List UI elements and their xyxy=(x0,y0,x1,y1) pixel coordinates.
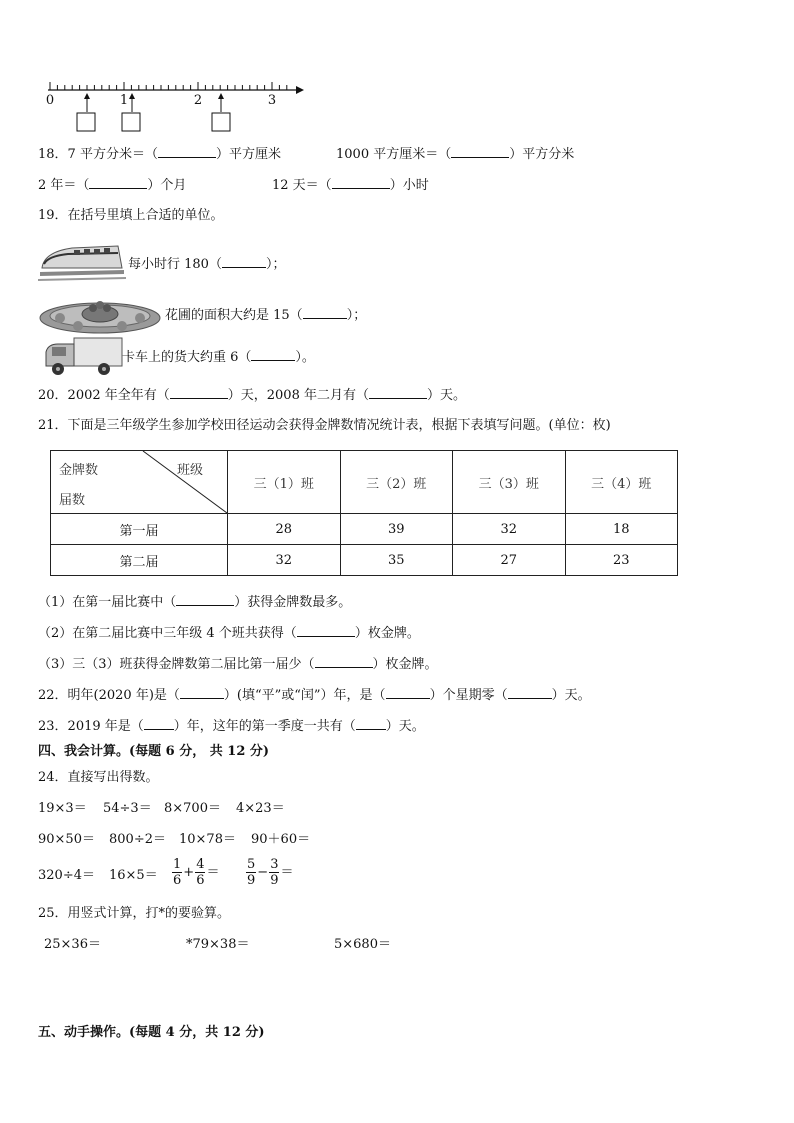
column-header: 三（2）班 xyxy=(340,451,453,514)
q20-line: 20．2002 年全年有（ ）天，2008 年二月有（ ）天。 xyxy=(38,388,466,403)
answer-blank[interactable] xyxy=(297,624,355,637)
table-cell: 18 xyxy=(565,514,678,545)
answer-box[interactable] xyxy=(212,113,230,131)
fraction-expression-2 xyxy=(246,857,294,888)
denominator: 6 xyxy=(173,873,182,888)
calc-item: 320÷4＝ xyxy=(38,868,95,883)
row-label: 第一届 xyxy=(51,514,228,545)
answer-blank[interactable] xyxy=(356,717,386,730)
q21-title: 21．下面是三年级学生参加学校田径运动会获得金牌数情况统计表，根据下表填写问题。(单位：枚) xyxy=(38,418,611,433)
row-label: 第二届 xyxy=(51,545,228,576)
truck-icon xyxy=(42,334,124,378)
answer-blank[interactable] xyxy=(176,593,234,606)
q18-line-4: 12 天＝（ ）小时 xyxy=(272,178,429,193)
denominator: 6 xyxy=(196,873,205,888)
calc-item: 800÷2＝ xyxy=(109,832,166,847)
answer-blank[interactable] xyxy=(180,686,224,699)
answer-blank[interactable] xyxy=(386,686,430,699)
table-cell: 32 xyxy=(453,514,566,545)
section-heading-4: 四、我会计算。(每题 6 分， 共 12 分) xyxy=(38,744,270,759)
operator: + xyxy=(183,865,195,880)
calc-item: 4×23＝ xyxy=(236,801,285,816)
train-icon xyxy=(38,238,126,288)
fraction-expression-1 xyxy=(172,857,220,888)
section-heading-5: 五、动手操作。(每题 4 分，共 12 分) xyxy=(38,1025,265,1040)
tick-label-2: 2 xyxy=(193,93,203,108)
arrow-up-icon xyxy=(218,93,224,112)
q24-title: 24．直接写出得数。 xyxy=(38,770,159,785)
q19-garden: 花圃的面积大约是 15（ ）； xyxy=(165,308,367,323)
arrow-up-icon xyxy=(84,93,90,112)
vertical-calc-item: *79×38＝ xyxy=(186,937,250,952)
answer-blank[interactable] xyxy=(315,655,373,668)
q19-truck: 卡车上的货大约重 6（ ）。 xyxy=(122,350,315,365)
denominator: 9 xyxy=(270,873,279,888)
equals: ＝ xyxy=(280,865,294,880)
q21-sub1: （1）在第一届比赛中（ ）获得金牌数最多。 xyxy=(38,595,352,610)
q19-title: 19．在括号里填上合适的单位。 xyxy=(38,208,224,223)
calc-item: 19×3＝ xyxy=(38,801,87,816)
corner-label-medals: 金牌数 xyxy=(59,463,99,478)
tick-label-1: 1 xyxy=(119,93,129,108)
answer-blank[interactable] xyxy=(89,176,147,189)
answer-box[interactable] xyxy=(122,113,140,131)
denominator: 9 xyxy=(247,873,256,888)
table-row xyxy=(51,514,678,545)
answer-blank[interactable] xyxy=(508,686,552,699)
column-header: 三（1）班 xyxy=(228,451,341,514)
numerator: 4 xyxy=(196,857,205,872)
answer-box[interactable] xyxy=(77,113,95,131)
column-header: 三（3）班 xyxy=(453,451,566,514)
q19-train: 每小时行 180（ ）； xyxy=(128,257,286,272)
answer-blank[interactable] xyxy=(303,306,347,319)
table-cell: 35 xyxy=(340,545,453,576)
numerator: 1 xyxy=(173,857,182,872)
answer-blank[interactable] xyxy=(332,176,390,189)
table-cell: 28 xyxy=(228,514,341,545)
numerator: 5 xyxy=(247,857,256,872)
q18-line-3: 2 年＝（ ）个月 xyxy=(38,178,187,193)
corner-label-session: 届数 xyxy=(59,493,86,508)
operator: − xyxy=(257,865,269,880)
q23-line: 23．2019 年是（ ）年，这年的第一季度一共有（ ）天。 xyxy=(38,719,425,734)
calc-item: 90＋60＝ xyxy=(251,832,311,847)
calc-item: 8×700＝ xyxy=(164,801,221,816)
answer-blank[interactable] xyxy=(158,145,216,158)
answer-blank[interactable] xyxy=(170,386,228,399)
table-cell: 27 xyxy=(453,545,566,576)
table-row xyxy=(51,545,678,576)
corner-label-class: 班级 xyxy=(177,463,204,478)
calc-item: 10×78＝ xyxy=(179,832,236,847)
tick-label-3: 3 xyxy=(267,93,277,108)
column-header: 三（4）班 xyxy=(565,451,678,514)
tick-label-0: 0 xyxy=(45,93,55,108)
q18-line-2: 1000 平方厘米＝（ ）平方分米 xyxy=(336,147,575,162)
number-line xyxy=(40,80,310,138)
answer-blank[interactable] xyxy=(222,255,266,268)
answer-blank[interactable] xyxy=(451,145,509,158)
table-cell: 32 xyxy=(228,545,341,576)
equals: ＝ xyxy=(206,865,220,880)
q21-sub3: （3）三（3）班获得金牌数第二届比第一届少（ ）枚金牌。 xyxy=(38,657,438,672)
table-cell: 39 xyxy=(340,514,453,545)
q25-title: 25．用竖式计算，打*的要验算。 xyxy=(38,906,231,921)
vertical-calc-item: 5×680＝ xyxy=(334,937,391,952)
q21-sub2: （2）在第二届比赛中三年级 4 个班共获得（ ）枚金牌。 xyxy=(38,626,420,641)
vertical-calc-item: 25×36＝ xyxy=(44,937,101,952)
medal-table xyxy=(50,450,678,576)
q22-line: 22．明年(2020 年)是（ ）(填“平”或“闰”）年，是（ ）个星期零（ ）天。 xyxy=(38,688,591,703)
answer-blank[interactable] xyxy=(251,348,295,361)
table-cell: 23 xyxy=(565,545,678,576)
calc-item: 90×50＝ xyxy=(38,832,95,847)
calc-item: 54÷3＝ xyxy=(103,801,152,816)
arrow-up-icon xyxy=(129,93,135,112)
garden-icon xyxy=(38,292,162,336)
numerator: 3 xyxy=(270,857,279,872)
calc-item: 16×5＝ xyxy=(109,868,158,883)
table-corner-cell xyxy=(51,451,228,514)
q18-line-1: 18．7 平方分米＝（ ）平方厘米 xyxy=(38,147,281,162)
answer-blank[interactable] xyxy=(144,717,174,730)
answer-blank[interactable] xyxy=(369,386,427,399)
